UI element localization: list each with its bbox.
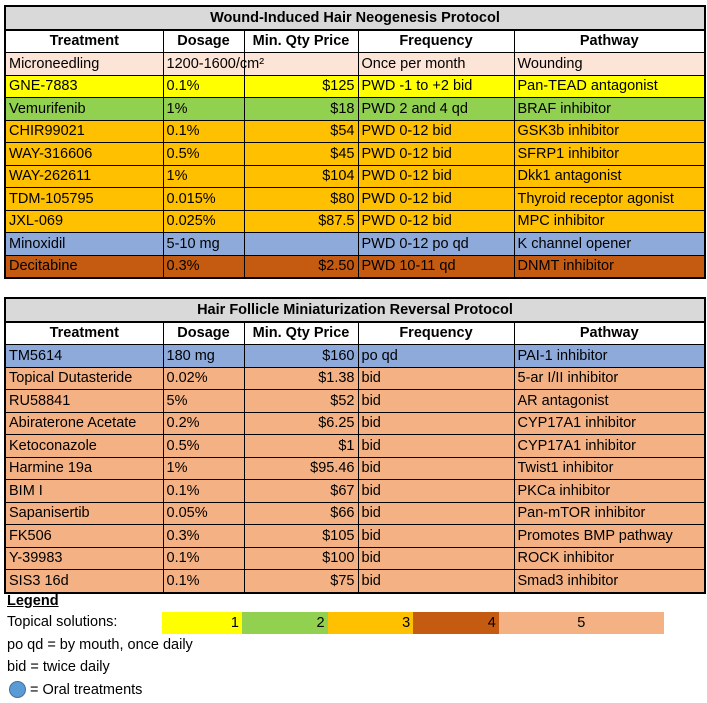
treatment-cell: Abiraterone Acetate: [5, 412, 163, 435]
dosage-cell: 0.1%: [163, 480, 244, 503]
price-cell: $1: [244, 435, 358, 458]
price-cell: $67: [244, 480, 358, 503]
pathway-cell: Pan-mTOR inhibitor: [514, 502, 705, 525]
table-row: [5, 390, 705, 413]
price-cell: $105: [244, 525, 358, 548]
dosage-cell: 0.015%: [163, 188, 244, 211]
pathway-cell: Wounding: [514, 53, 705, 76]
frequency-cell: bid: [358, 502, 514, 525]
table-row: [5, 525, 705, 548]
dosage-cell: 0.05%: [163, 502, 244, 525]
price-cell: $1.38: [244, 367, 358, 390]
table-row: [5, 143, 705, 166]
treatment-cell: SIS3 16d: [5, 570, 163, 593]
table-row: [5, 120, 705, 143]
treatment-cell: BIM I: [5, 480, 163, 503]
treatment-cell: Vemurifenib: [5, 98, 163, 121]
pathway-cell: ROCK inhibitor: [514, 547, 705, 570]
legend-title: Legend: [7, 593, 59, 609]
table-row: [5, 98, 705, 121]
dosage-cell: 0.1%: [163, 547, 244, 570]
treatment-cell: GNE-7883: [5, 75, 163, 98]
wound-protocol-title: Wound-Induced Hair Neogenesis Protocol: [5, 6, 705, 30]
frequency-cell: Once per month: [358, 53, 514, 76]
dosage-cell: 0.1%: [163, 75, 244, 98]
frequency-cell: PWD 0-12 bid: [358, 188, 514, 211]
table-row: [5, 188, 705, 211]
oral-dot-icon: [9, 681, 26, 698]
table-row: [5, 367, 705, 390]
col-price: Min. Qty Price: [244, 30, 358, 53]
frequency-cell: PWD 0-12 bid: [358, 210, 514, 233]
pathway-cell: 5-ar I/II inhibitor: [514, 367, 705, 390]
dosage-cell: 1%: [163, 165, 244, 188]
swatch-5: 5: [499, 612, 664, 634]
treatment-cell: Microneedling: [5, 53, 163, 76]
pathway-cell: Promotes BMP pathway: [514, 525, 705, 548]
swatch-4: 4: [413, 612, 499, 634]
dosage-cell: 0.1%: [163, 120, 244, 143]
table-row: [5, 435, 705, 458]
dosage-cell: 5-10 mg: [163, 233, 244, 256]
pathway-cell: GSK3b inhibitor: [514, 120, 705, 143]
dosage-cell: 0.2%: [163, 412, 244, 435]
table-row: [5, 345, 705, 368]
pathway-cell: CYP17A1 inhibitor: [514, 435, 705, 458]
pathway-cell: PKCa inhibitor: [514, 480, 705, 503]
price-cell: $100: [244, 547, 358, 570]
price-cell: $66: [244, 502, 358, 525]
dosage-cell: 0.025%: [163, 210, 244, 233]
treatment-cell: Decitabine: [5, 255, 163, 278]
frequency-cell: po qd: [358, 345, 514, 368]
treatment-cell: JXL-069: [5, 210, 163, 233]
frequency-cell: bid: [358, 367, 514, 390]
dosage-cell: 180 mg: [163, 345, 244, 368]
table-row: [5, 255, 705, 278]
pathway-cell: Smad3 inhibitor: [514, 570, 705, 593]
frequency-cell: PWD 0-12 bid: [358, 120, 514, 143]
treatment-cell: Harmine 19a: [5, 457, 163, 480]
price-cell: $6.25: [244, 412, 358, 435]
treatment-cell: FK506: [5, 525, 163, 548]
dosage-cell: 1%: [163, 98, 244, 121]
frequency-cell: bid: [358, 547, 514, 570]
legend: [7, 592, 193, 701]
swatch-3: 3: [328, 612, 414, 634]
legend-po-qd: po qd = by mouth, once daily: [7, 636, 193, 653]
legend-swatches: [162, 612, 664, 634]
price-cell: $87.5: [244, 210, 358, 233]
frequency-cell: bid: [358, 412, 514, 435]
price-cell: $18: [244, 98, 358, 121]
treatment-cell: Y-39983: [5, 547, 163, 570]
pathway-cell: Thyroid receptor agonist: [514, 188, 705, 211]
treatment-cell: CHIR99021: [5, 120, 163, 143]
treatment-cell: WAY-262611: [5, 165, 163, 188]
table-row: [5, 480, 705, 503]
legend-oral-row: [7, 679, 193, 702]
wound-protocol-body: [5, 53, 705, 279]
col-frequency: Frequency: [358, 30, 514, 53]
col-treatment: Treatment: [5, 30, 163, 53]
treatment-cell: Ketoconazole: [5, 435, 163, 458]
price-cell: $2.50: [244, 255, 358, 278]
treatment-cell: Sapanisertib: [5, 502, 163, 525]
table-row: [5, 210, 705, 233]
col-pathway: Pathway: [514, 322, 705, 345]
frequency-cell: PWD 0-12 po qd: [358, 233, 514, 256]
pathway-cell: DNMT inhibitor: [514, 255, 705, 278]
price-cell: $45: [244, 143, 358, 166]
pathway-cell: PAI-1 inhibitor: [514, 345, 705, 368]
col-dosage: Dosage: [163, 322, 244, 345]
treatment-cell: TM5614: [5, 345, 163, 368]
treatment-cell: WAY-316606: [5, 143, 163, 166]
frequency-cell: bid: [358, 390, 514, 413]
pathway-cell: Dkk1 antagonist: [514, 165, 705, 188]
table-row: [5, 233, 705, 256]
dosage-cell: 0.02%: [163, 367, 244, 390]
table-row: [5, 53, 705, 76]
price-cell: $104: [244, 165, 358, 188]
table-row: [5, 457, 705, 480]
miniaturization-protocol-body: [5, 345, 705, 593]
col-frequency: Frequency: [358, 322, 514, 345]
pathway-cell: BRAF inhibitor: [514, 98, 705, 121]
price-cell: $75: [244, 570, 358, 593]
frequency-cell: PWD -1 to +2 bid: [358, 75, 514, 98]
pathway-cell: AR antagonist: [514, 390, 705, 413]
col-dosage: Dosage: [163, 30, 244, 53]
pathway-cell: SFRP1 inhibitor: [514, 143, 705, 166]
treatment-cell: TDM-105795: [5, 188, 163, 211]
frequency-cell: bid: [358, 480, 514, 503]
price-cell: $125: [244, 75, 358, 98]
pathway-cell: CYP17A1 inhibitor: [514, 412, 705, 435]
pathway-cell: Twist1 inhibitor: [514, 457, 705, 480]
swatch-2: 2: [242, 612, 328, 634]
dosage-cell: 5%: [163, 390, 244, 413]
table-row: [5, 570, 705, 593]
frequency-cell: PWD 10-11 qd: [358, 255, 514, 278]
col-price: Min. Qty Price: [244, 322, 358, 345]
price-cell: $80: [244, 188, 358, 211]
dosage-cell: 1%: [163, 457, 244, 480]
dosage-cell: 0.5%: [163, 435, 244, 458]
frequency-cell: PWD 2 and 4 qd: [358, 98, 514, 121]
legend-topical-label: Topical solutions:: [7, 614, 118, 630]
treatment-cell: Minoxidil: [5, 233, 163, 256]
col-treatment: Treatment: [5, 322, 163, 345]
frequency-cell: bid: [358, 457, 514, 480]
frequency-cell: bid: [358, 525, 514, 548]
dosage-cell: 0.5%: [163, 143, 244, 166]
table-row: [5, 412, 705, 435]
treatment-cell: Topical Dutasteride: [5, 367, 163, 390]
swatch-1: 1: [162, 612, 242, 634]
wound-protocol-table: [4, 5, 706, 279]
legend-bid: bid = twice daily: [7, 659, 110, 675]
pathway-cell: Pan-TEAD antagonist: [514, 75, 705, 98]
price-cell: $160: [244, 345, 358, 368]
miniaturization-protocol-title: Hair Follicle Miniaturization Reversal Protocol: [5, 298, 705, 322]
dosage-cell: 1200-1600/cm²: [163, 53, 244, 76]
pathway-cell: K channel opener: [514, 233, 705, 256]
col-pathway: Pathway: [514, 30, 705, 53]
pathway-cell: MPC inhibitor: [514, 210, 705, 233]
frequency-cell: PWD 0-12 bid: [358, 143, 514, 166]
frequency-cell: bid: [358, 435, 514, 458]
miniaturization-protocol-table: [4, 297, 706, 594]
price-cell: $52: [244, 390, 358, 413]
dosage-cell: 0.3%: [163, 525, 244, 548]
frequency-cell: bid: [358, 570, 514, 593]
frequency-cell: PWD 0-12 bid: [358, 165, 514, 188]
price-cell: $95.46: [244, 457, 358, 480]
dosage-cell: 0.3%: [163, 255, 244, 278]
treatment-cell: RU58841: [5, 390, 163, 413]
price-cell: [244, 233, 358, 256]
table-row: [5, 75, 705, 98]
table-row: [5, 165, 705, 188]
legend-oral: = Oral treatments: [30, 681, 143, 698]
price-cell: $54: [244, 120, 358, 143]
dosage-cell: 0.1%: [163, 570, 244, 593]
table-row: [5, 502, 705, 525]
table-row: [5, 547, 705, 570]
